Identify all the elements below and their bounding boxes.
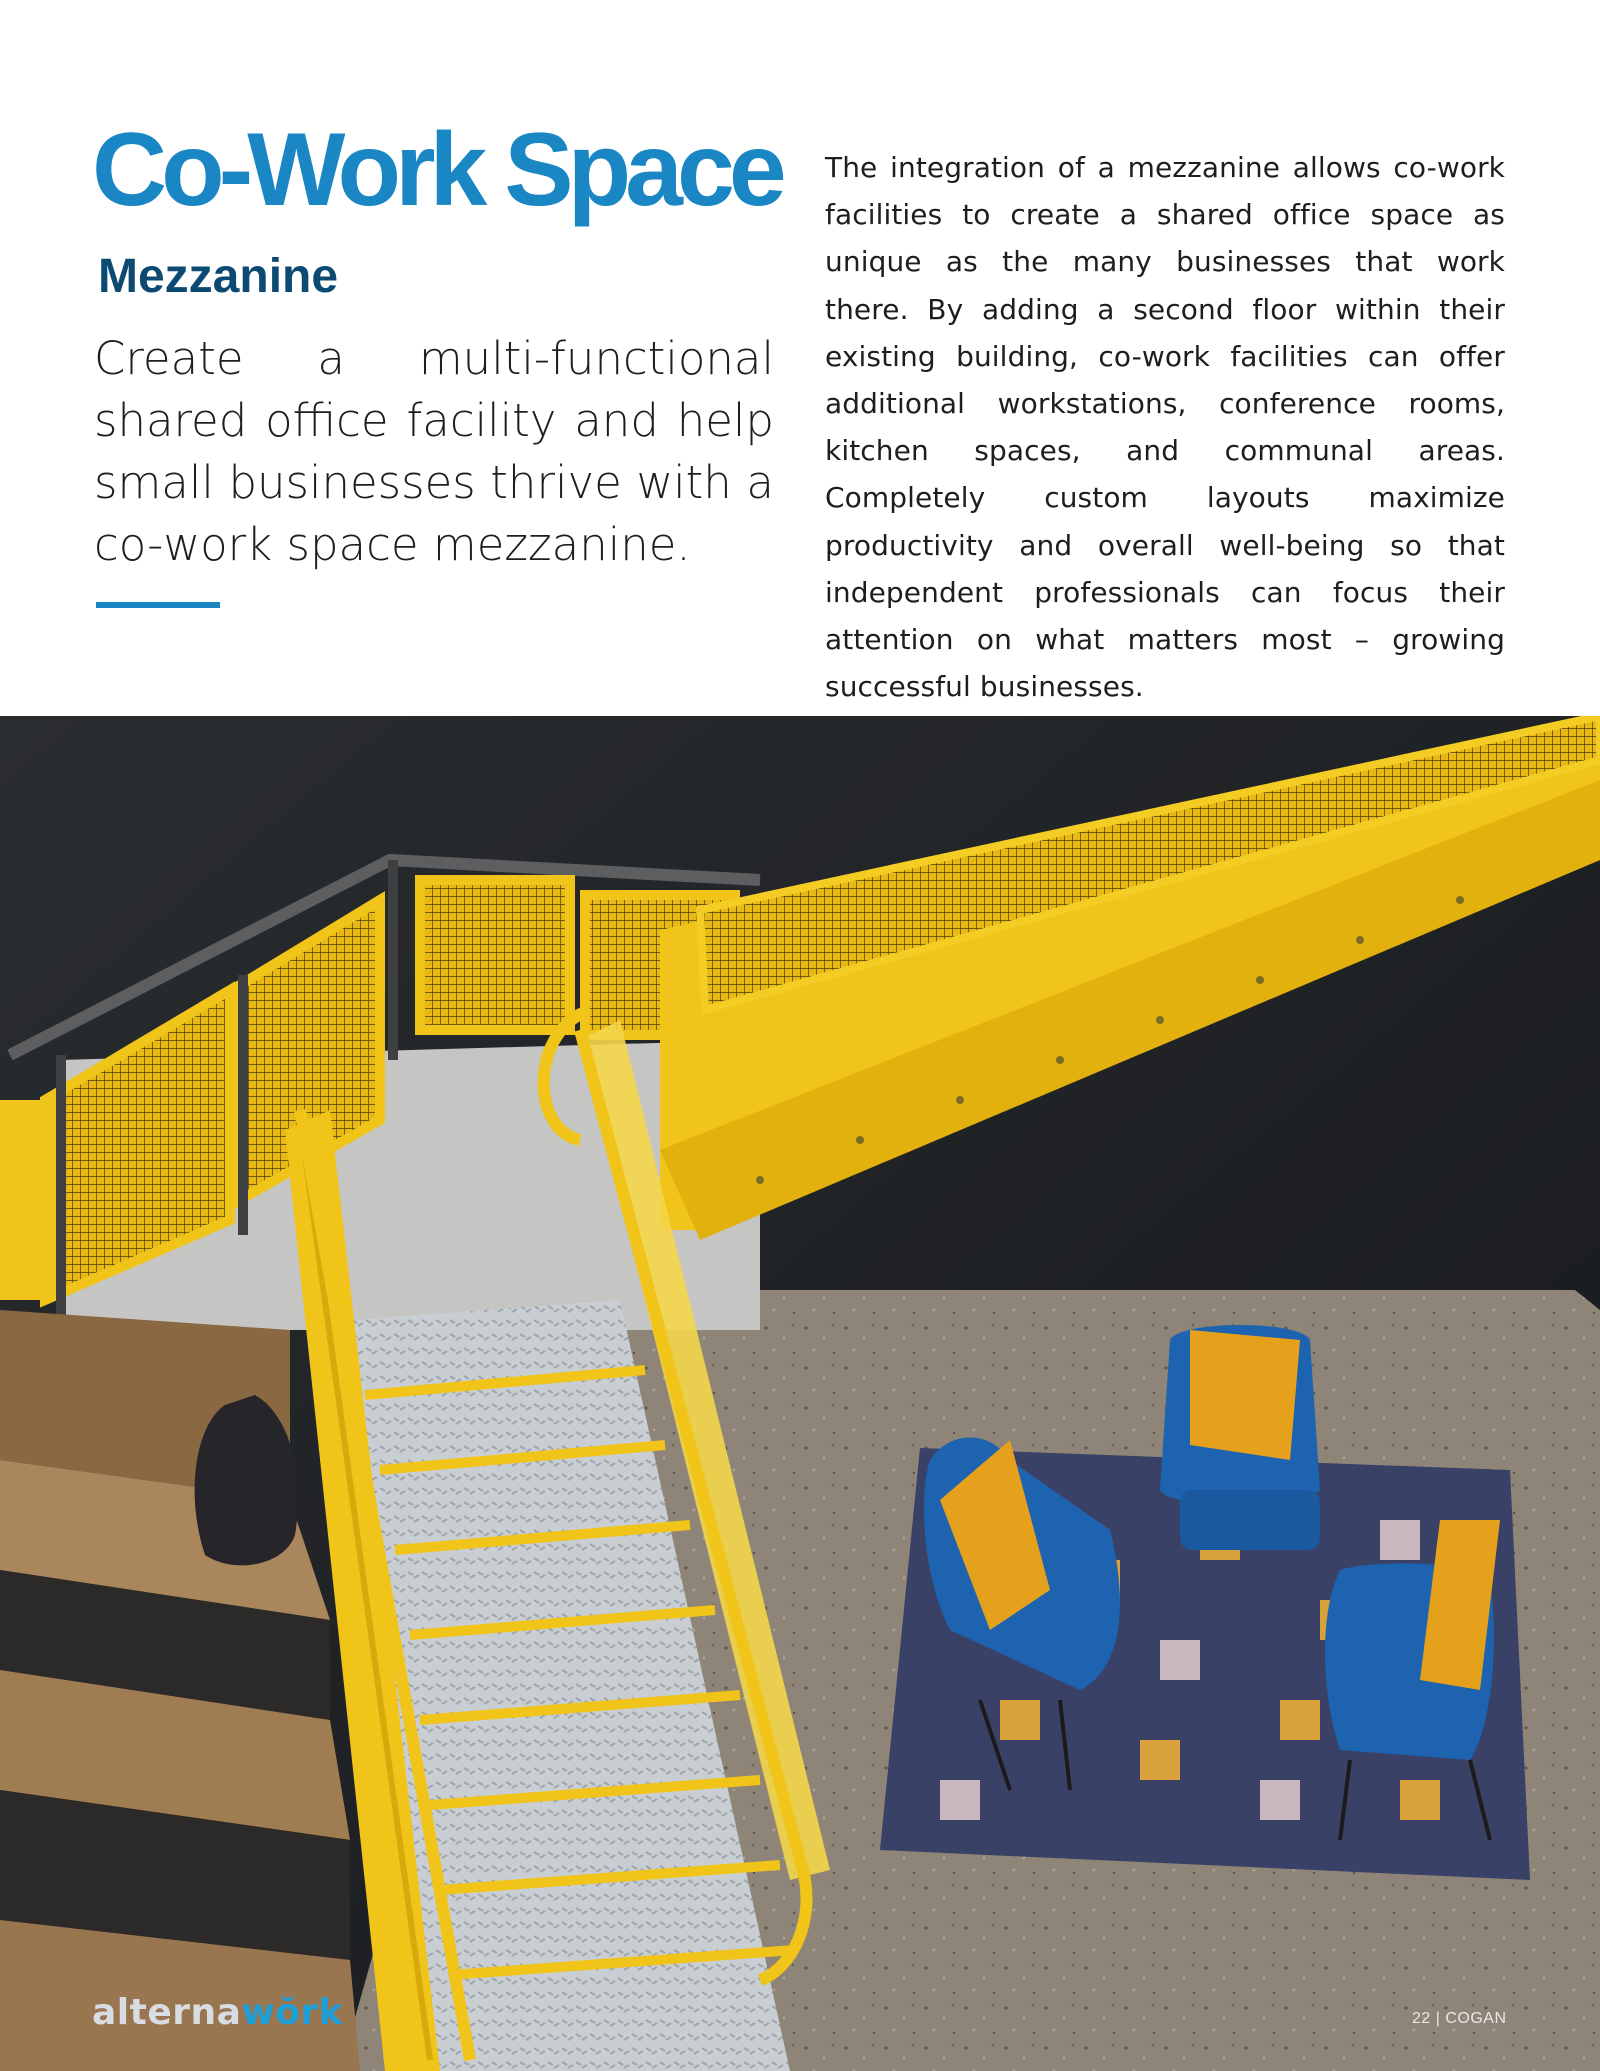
- page-number: 22 | COGAN: [1412, 2010, 1507, 2027]
- alternawork-logo: alternawŏrk: [92, 1992, 344, 2033]
- blue-chair-back: [1160, 1325, 1320, 1550]
- lede-text: Create a multi-functional shared office facility and help small businesses thrive with a co-work space mezzanine.: [94, 332, 774, 571]
- body-paragraph: The integration of a mezzanine allows co-work facilities to create a shared office space as unique as the many businesses that work there. By adding a second floor within their existing building, co-work facilities can offer additional workstations, conference rooms, kitchen spaces, and communal areas. Completely custom layouts maximize productivity and overall well-being so that independent professionals can focus their attention on what matters most – growing successful businesses.: [825, 151, 1505, 704]
- mezzanine-photo: [0, 716, 1600, 2071]
- page-subtitle: Mezzanine: [98, 250, 339, 303]
- page-title: Co-Work Space: [92, 112, 781, 228]
- pillow-icon: [1190, 1330, 1300, 1460]
- accent-rule: [96, 602, 220, 608]
